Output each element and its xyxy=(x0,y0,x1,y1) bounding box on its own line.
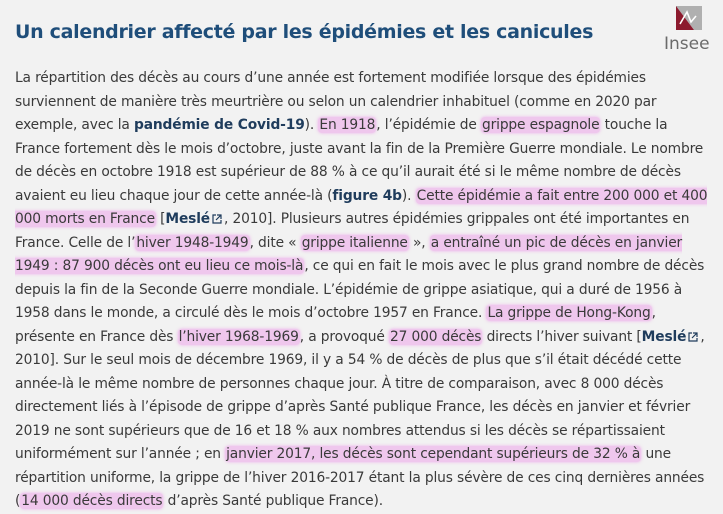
text-segment: touche la France fortement dès le mois d’octobre, juste avant la fin de la Première Guerre mondiale. Le nombre de décès en octobre 1918 est supérieur de 88 % à ce qu’il aurait été si le même nombre de décès avaient eu lieu chaque jour de cette année-là ( xyxy=(15,117,704,204)
text-segment: , a provoqué xyxy=(299,328,389,345)
highlight-hiver-1948: hiver 1948-1949 xyxy=(136,234,249,251)
highlight-27000: 27 000 décès xyxy=(389,328,482,345)
text-segment: une répartition uniforme, la grippe de l’hiver 2016-2017 étant la plus sévère de ces cinq dernières années ( xyxy=(15,446,705,509)
external-link-icon[interactable] xyxy=(688,332,698,342)
logo-text: Insee xyxy=(664,34,710,54)
highlight-epidemie-morts: Cette épidémie a fait entre 200 000 et 400 000 morts en France xyxy=(15,187,708,227)
text-segment: d’après Santé publique France). xyxy=(163,493,383,509)
text-segment: [ xyxy=(155,211,166,227)
mesle-link[interactable]: Meslé xyxy=(641,328,687,345)
text-segment: , dite « xyxy=(249,234,301,251)
highlight-hong-kong: La grippe de Hong-Kong xyxy=(487,305,651,321)
text-segment: , 2010]. Sur le seul mois de décembre 1969, il y a 54 % de décès de plus que s’il était décédé cette année-là le même nombre de personnes chaque jour. À titre de comparaison, avec 8 000 décès directement liés à l’épisode de grippe d’après Santé publique France, les décès en janvier et février 2019 ne sont supérieurs que de 16 et 18 % aux nombres attendus si les décès se répartissaient uniformément sur l’année ; en xyxy=(15,328,705,462)
text-segment: directs l’hiver suivant [ xyxy=(482,328,642,345)
external-link-icon[interactable] xyxy=(212,214,222,224)
text-segment: , présente en France dès xyxy=(15,305,656,345)
highlight-grippe-espagnole: grippe espagnole xyxy=(482,117,600,133)
highlight-1918: En 1918 xyxy=(319,117,376,133)
text-segment: , 2010]. Plusieurs autres épidémies grippales ont été importantes en France. Celle de l’ xyxy=(15,211,690,251)
insee-logo[interactable] xyxy=(659,0,717,58)
section-title: Un calendrier affecté par les épidémies et les canicules xyxy=(15,21,594,43)
highlight-14000: 14 000 décès directs xyxy=(21,493,163,509)
text-segment: , l’épidémie de xyxy=(376,117,481,133)
insee-logo-icon xyxy=(672,4,706,34)
text-segment: La répartition des décès au cours d’une année est fortement modifiée lorsque des épidémies surviennent de manière très meurtrière ou selon un calendrier inhabituel (comme en 2020 par exemple, avec la xyxy=(15,70,657,133)
mesle-link[interactable]: Meslé xyxy=(165,211,211,227)
text-segment: », xyxy=(408,234,430,251)
text-segment: ). xyxy=(401,187,416,204)
highlight-hiver-1968: l’hiver 1968-1969 xyxy=(178,328,299,345)
body-paragraph xyxy=(15,67,715,514)
highlight-janvier-2017: janvier 2017, les décès sont cependant supérieurs de 32 % à xyxy=(226,446,641,462)
highlight-grippe-italienne: grippe italienne xyxy=(301,234,408,251)
text-segment: , ce qui en fait le mois avec le plus grand nombre de décès depuis la fin de la Seconde Guerre mondiale. L’épidémie de grippe asiatique, qui a duré de 1956 à 1958 dans le monde, a circulé dès le mois d’octobre 1957 en France. xyxy=(15,258,705,321)
figure-4b-link[interactable]: figure 4b xyxy=(332,187,402,204)
covid-link[interactable]: pandémie de Covid-19 xyxy=(133,117,305,133)
highlight-pic-1949: a entraîné un pic de décès en janvier 1949 : 87 900 décès ont eu lieu ce mois-là xyxy=(15,234,683,274)
text-segment: ). xyxy=(304,117,319,133)
